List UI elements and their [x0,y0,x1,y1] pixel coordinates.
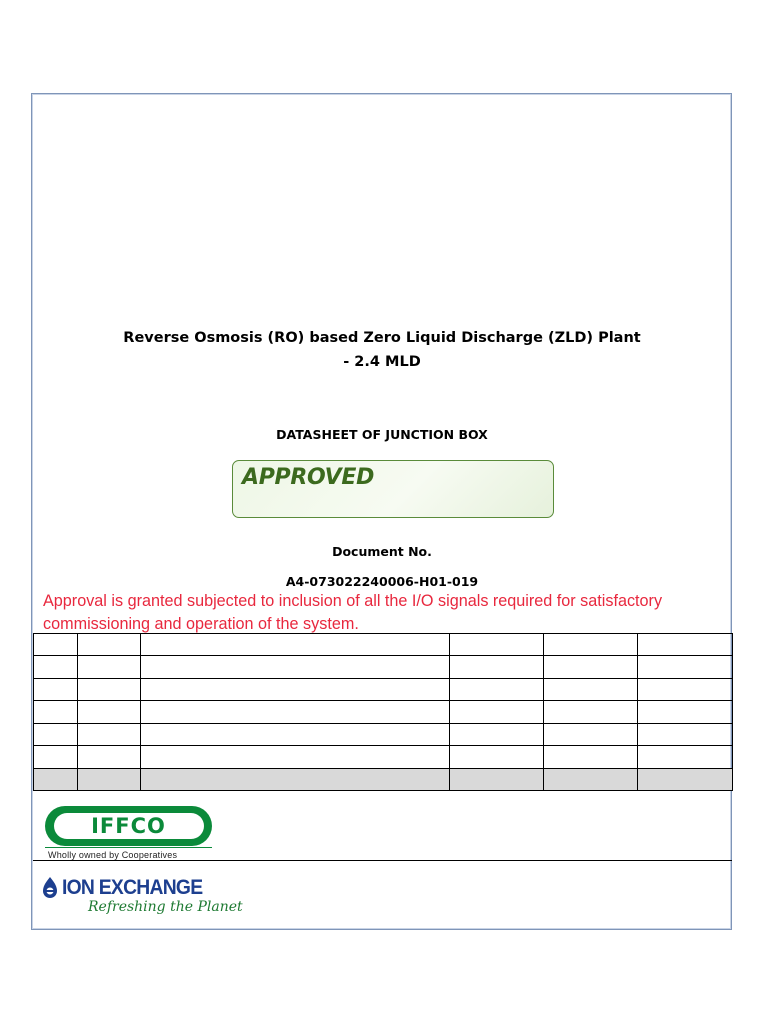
iffco-logo-text: IFFCO [91,814,166,838]
table-row [34,678,733,700]
table-cell [78,634,141,656]
title-line-2: - 2.4 MLD [343,354,421,370]
iffco-logo [45,806,212,860]
table-cell [34,723,78,745]
table-cell [450,701,544,723]
table-cell [78,678,141,700]
table-cell [544,723,638,745]
table-cell [141,634,450,656]
table-cell [544,701,638,723]
approval-note-line-1: Approval is granted subjected to inclusion of all the I/O signals required for satisfactory [43,592,663,610]
document-number-value: A4-073022240006-H01-019 [285,574,479,589]
table-cell [34,746,78,768]
table-cell [78,746,141,768]
approval-note [43,590,743,636]
table-row [34,768,733,790]
ion-exchange-logo [40,876,243,915]
table-cell [450,768,544,790]
table-cell [450,634,544,656]
table-cell [450,746,544,768]
table-cell [544,634,638,656]
table-cell [638,746,733,768]
table-cell [34,656,78,678]
table-cell [141,678,450,700]
table-cell [450,678,544,700]
table-cell [544,746,638,768]
table-row [34,634,733,656]
table-cell [141,723,450,745]
table-row [34,701,733,723]
table-cell [78,723,141,745]
iffco-badge [45,806,212,846]
table-cell [450,723,544,745]
document-title [60,326,704,374]
table-cell [450,656,544,678]
logo-divider [33,860,732,861]
table-cell [78,656,141,678]
table-cell [638,701,733,723]
table-cell [638,723,733,745]
title-line-1: Reverse Osmosis (RO) based Zero Liquid Discharge (ZLD) Plant [123,330,641,346]
approval-note-line-2: commissioning and operation of the system. [43,615,359,633]
table-cell [638,678,733,700]
table-cell [638,656,733,678]
table-cell [141,656,450,678]
table-cell [544,656,638,678]
table-row [34,746,733,768]
table-cell [141,746,450,768]
table-cell [638,634,733,656]
ion-exchange-logo-text: ION EXCHANGE [62,876,203,899]
table-row [34,656,733,678]
table-cell [34,768,78,790]
revision-table [33,633,733,791]
ion-exchange-drop-icon [40,876,60,900]
approval-stamp [232,460,554,518]
table-cell [34,634,78,656]
table-cell [78,701,141,723]
table-cell [34,678,78,700]
iffco-tagline: Wholly owned by Cooperatives [48,850,178,860]
table-cell [544,768,638,790]
document-subtitle: DATASHEET OF JUNCTION BOX [276,427,488,442]
table-row [34,723,733,745]
table-cell [638,768,733,790]
table-cell [34,701,78,723]
table-cell [141,701,450,723]
table-cell [544,678,638,700]
table-cell [141,768,450,790]
document-number-label: Document No. [332,544,432,559]
approval-stamp-text: APPROVED [242,465,375,490]
ion-exchange-tagline: Refreshing the Planet [88,899,243,915]
table-cell [78,768,141,790]
